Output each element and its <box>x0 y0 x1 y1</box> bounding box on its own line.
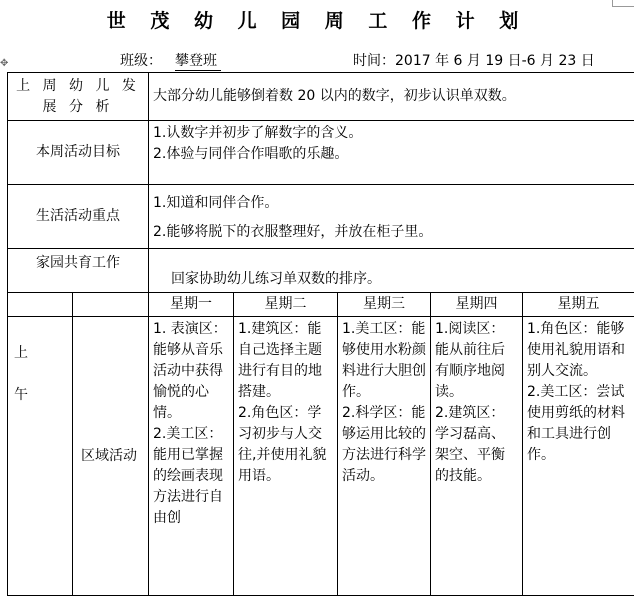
activity-label: 区域活动 <box>73 317 149 596</box>
day-cell[interactable]: 1. 表演区：能够从音乐活动中获得愉悦的心情。 2.美工区：能用已掌握的绘画表现方法进行自由创 <box>149 317 234 596</box>
row-last-week <box>8 73 634 121</box>
life-content[interactable] <box>149 185 634 249</box>
weekly-plan-table <box>7 72 634 596</box>
goals-content[interactable] <box>149 121 634 185</box>
life-label: 生活活动重点 <box>8 185 149 249</box>
life-item: 1.知道和同伴合作。 <box>153 193 630 214</box>
last-week-label: 上 周 幼 儿 发 展 分 析 <box>8 73 149 121</box>
home-label: 家园共育工作 <box>8 249 149 293</box>
row-morning <box>8 317 634 596</box>
day-cell[interactable]: 1.美工区：能够使用水粉颜料进行大胆创作。 2.科学区：能够运用比较的方法进行科学活动。 <box>338 317 431 596</box>
goal-item: 1.认数字并初步了解数字的含义。 <box>153 123 630 144</box>
page-title: 世 茂 幼 儿 园 周 工 作 计 划 <box>0 6 634 33</box>
row-home <box>8 249 634 293</box>
row-days <box>8 293 634 317</box>
days-empty-cell <box>8 293 73 317</box>
day-header: 星期一 <box>149 293 234 317</box>
morning-label: 上 午 <box>8 317 73 596</box>
day-cell[interactable]: 1.建筑区：能自己选择主题进行有目的地搭建。 2.角色区：学习初步与人交往,并使用礼貌用语。 <box>234 317 338 596</box>
last-week-content[interactable]: 大部分幼儿能够倒着数 20 以内的数字，初步认识单双数。 <box>149 73 634 121</box>
goal-item: 2.体验与同伴合作唱歌的乐趣。 <box>153 144 630 165</box>
date-range: 时间：2017 年 6 月 19 日-6 月 23 日 <box>353 50 595 70</box>
days-empty-cell <box>73 293 149 317</box>
day-cell[interactable]: 1.角色区：能够使用礼貌用语和别人交流。 2.美工区：尝试使用剪纸的材料和工具进行创作。 <box>523 317 634 596</box>
row-goals <box>8 121 634 185</box>
home-content[interactable]: 回家协助幼儿练习单双数的排序。 <box>149 249 634 293</box>
day-cell[interactable]: 1.阅读区：能从前往后有顺序地阅读。 2.建筑区：学习磊高、架空、平衡的技能。 <box>431 317 523 596</box>
class-label: 班级： <box>120 50 162 70</box>
class-value: 攀登班 <box>175 50 221 71</box>
day-header: 星期五 <box>523 293 634 317</box>
row-life <box>8 185 634 249</box>
day-header: 星期三 <box>338 293 431 317</box>
day-header: 星期二 <box>234 293 338 317</box>
life-item: 2.能够将脱下的衣服整理好，并放在柜子里。 <box>153 222 630 243</box>
day-header: 星期四 <box>431 293 523 317</box>
table-move-handle-icon[interactable]: ✥ <box>0 58 8 69</box>
goals-label: 本周活动目标 <box>8 121 149 185</box>
